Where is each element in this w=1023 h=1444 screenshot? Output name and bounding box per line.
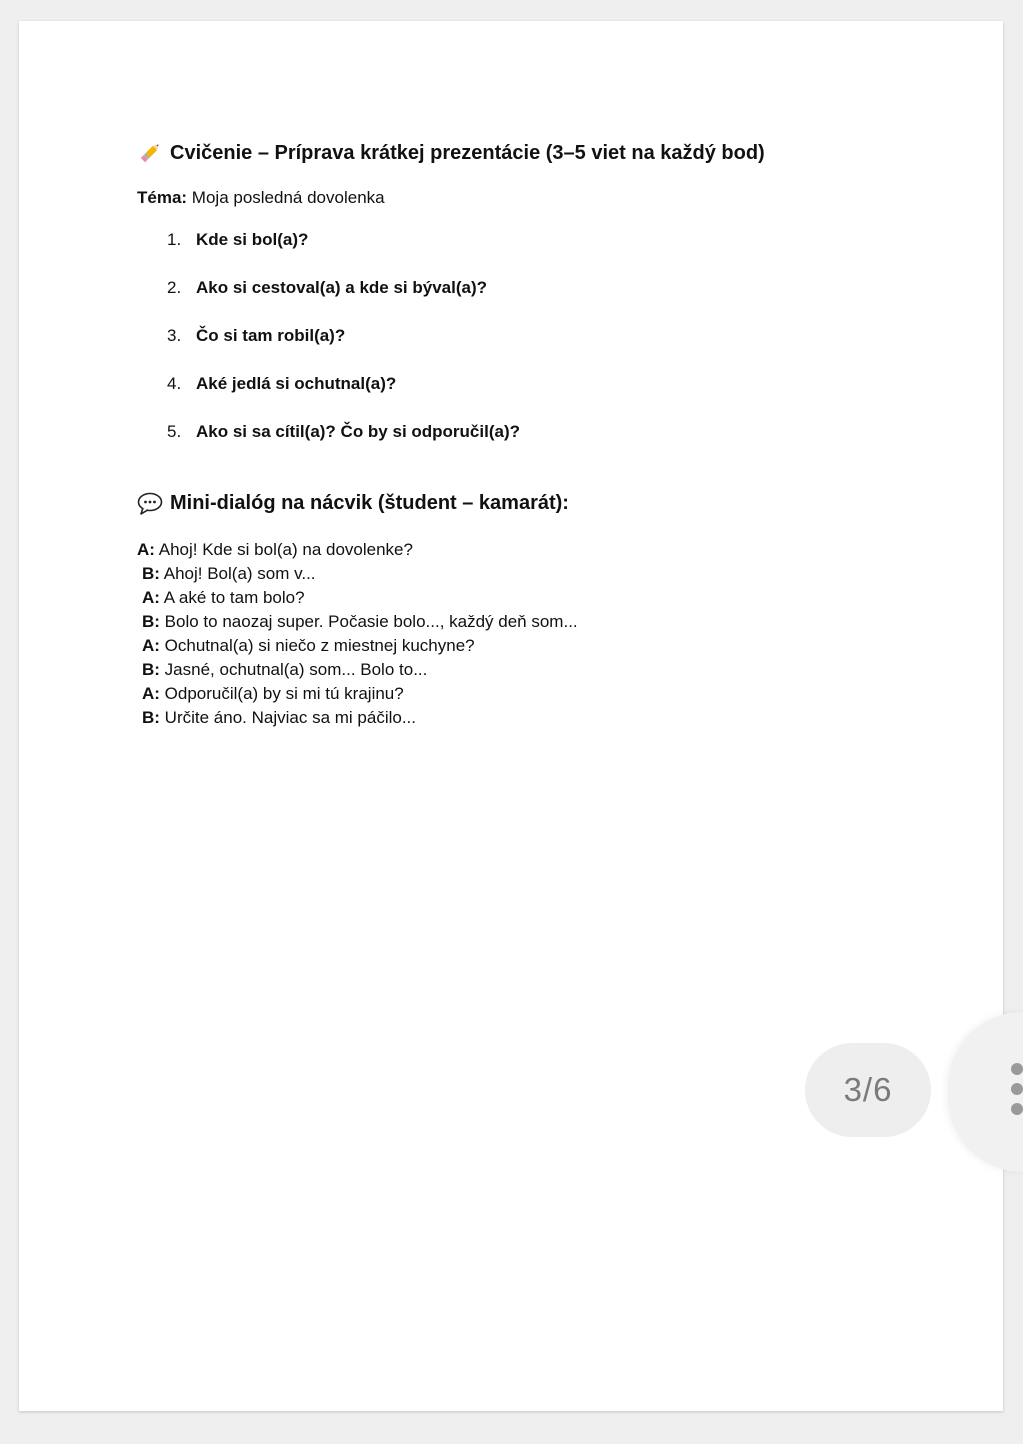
exercise-heading [137,139,897,167]
list-item-number: 3. [167,326,182,345]
speaker-label: B: [142,708,160,727]
dialog-text: Jasné, ochutnal(a) som... Bolo to... [159,660,428,679]
list-item [137,421,897,469]
list-item [137,229,897,277]
dialog-text: Ochutnal(a) si niečo z miestnej kuchyne? [159,636,475,655]
topic-line [137,187,897,209]
exercise-heading-text: Cvičenie – Príprava krátkej prezentácie (3–5 viet na každý bod) [170,142,765,164]
dialog-line [137,586,897,610]
list-item-text: Ako si sa cítil(a)? Čo by si odporučil(a)? [196,422,520,441]
list-item-text: Kde si bol(a)? [196,230,309,249]
speaker-label: B: [142,660,160,679]
dialog-line [137,538,897,562]
speaker-label: B: [142,564,160,583]
list-item-number: 5. [167,422,182,441]
dialog-line [137,706,897,730]
list-item [137,373,897,421]
speaker-label: B: [142,612,160,631]
list-item-number: 2. [167,278,182,297]
dialog-line [137,610,897,634]
dialog-line [137,634,897,658]
topic-label: Téma: [137,188,188,207]
dialog-text: Ahoj! Kde si bol(a) na dovolenke? [154,540,413,559]
page-indicator[interactable]: 3/6 [805,1043,931,1137]
dialog-line [137,658,897,682]
dialog-text: Odporučil(a) by si mi tú krajinu? [159,684,404,703]
list-item-number: 4. [167,374,182,393]
dialog-text: Určite áno. Najviac sa mi páčilo... [159,708,416,727]
document-page [19,21,1003,1411]
more-vertical-icon[interactable] [1011,1063,1023,1115]
dialog-line [137,562,897,586]
page-content [137,139,897,730]
dialog-line [137,682,897,706]
list-item [137,277,897,325]
speaker-label: A: [142,588,160,607]
dialog-block [137,538,897,730]
list-item-text: Aké jedlá si ochutnal(a)? [196,374,397,393]
speaker-label: A: [142,636,160,655]
dialog-heading-text: Mini-dialóg na nácvik (študent – kamarát): [170,492,569,514]
dialog-text: Bolo to naozaj super. Počasie bolo..., každý deň som... [159,612,578,631]
pencil-icon [137,140,163,166]
dialog-text: Ahoj! Bol(a) som v... [159,564,316,583]
list-item-number: 1. [167,230,182,249]
topic-value: Moja posledná dovolenka [187,188,385,207]
list-item [137,325,897,373]
speech-bubble-icon [137,490,163,516]
list-item-text: Ako si cestoval(a) a kde si býval(a)? [196,278,488,297]
dialog-heading [137,489,897,517]
question-list [137,229,897,469]
speaker-label: A: [142,684,160,703]
speaker-label: A: [137,540,155,559]
dialog-text: A aké to tam bolo? [159,588,305,607]
list-item-text: Čo si tam robil(a)? [196,326,346,345]
